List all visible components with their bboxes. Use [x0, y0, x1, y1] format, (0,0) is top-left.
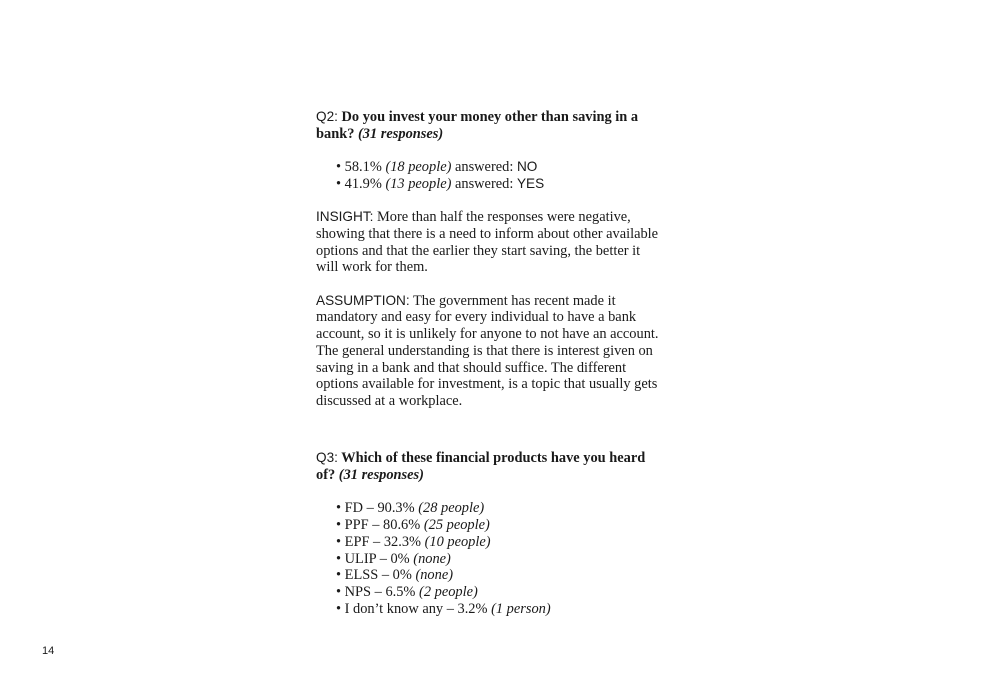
list-item: • ELSS – 0% (none)	[336, 567, 453, 584]
assumption-paragraph	[316, 293, 661, 410]
page-content	[316, 109, 661, 617]
insight-label: INSIGHT:	[316, 209, 374, 225]
list-item: • 58.1% (18 people) answered: NO	[336, 159, 538, 176]
q2-answer-list	[316, 159, 661, 192]
insight-text: More than half the responses were negative, showing that there is a need to inform about other available options and that the earlier they start saving, the better it will work for them.	[316, 209, 659, 276]
insight-paragraph	[316, 209, 661, 276]
list-item: • EPF – 32.3% (10 people)	[336, 533, 491, 550]
page-number: 14	[42, 645, 55, 657]
q3-question: Which of these financial products have you heard of?	[316, 450, 646, 483]
q3-heading	[316, 450, 661, 483]
list-item: • PPF – 80.6% (25 people)	[336, 517, 490, 534]
q3-responses: (31 responses)	[338, 467, 424, 483]
assumption-label: ASSUMPTION:	[316, 292, 410, 308]
q2-question: Do you invest your money other than saving in a bank?	[316, 109, 639, 142]
q3-number: Q3:	[316, 450, 338, 466]
list-item: • I don’t know any – 3.2% (1 person)	[336, 600, 551, 617]
assumption-text: The government has recent made it mandatory and easy for every individual to have a bank account, so it is unlikely for anyone to not have an account. The general understanding is that there is interest given on saving in a bank and that should suffice. The different options available for investment, is a topic that usually gets discussed at a workplace.	[316, 292, 659, 409]
list-item: • FD – 90.3% (28 people)	[336, 500, 485, 517]
list-item: • 41.9% (13 people) answered: YES	[336, 175, 545, 192]
q2-heading	[316, 109, 661, 142]
list-item: • ULIP – 0% (none)	[336, 550, 451, 567]
q2-responses: (31 responses)	[358, 125, 444, 142]
list-item: • NPS – 6.5% (2 people)	[336, 583, 478, 600]
q3-product-list	[316, 500, 661, 617]
q2-number: Q2:	[316, 109, 338, 124]
